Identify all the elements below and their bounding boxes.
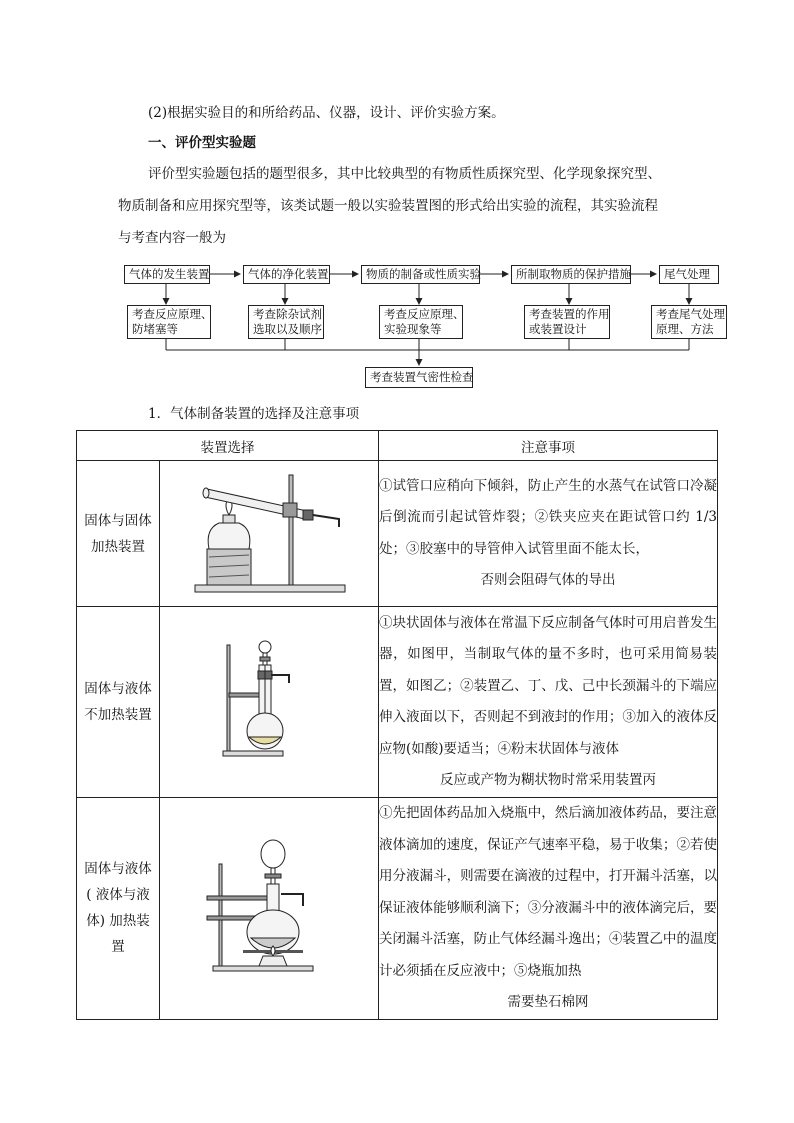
- row-label-line: 体) 加热装: [86, 913, 150, 930]
- flow-box-check-5-line-1: 考查尾气处理: [656, 307, 725, 321]
- notes-text: ①试管口应稍向下倾斜，防止产生的水蒸气在试管口冷凝后倒流而引起试管炸裂；②铁夹应夹在距试管口约 1/3 处；③胶塞中的导管伸入试管里面不能太长，: [379, 477, 717, 557]
- row-notes-liquid-heating: [379, 798, 718, 1020]
- flask-separatory-funnel-heating-illustration: [199, 836, 339, 976]
- flow-box-check-2: [248, 305, 324, 339]
- flask-funnel-illustration: [209, 635, 329, 765]
- intro-paragraph-2-line-2: 物质制备和应用探究型等，该类试题一般以实验装置图的形式给出实验的流程，其实验流程: [118, 198, 658, 214]
- row-label-line: 固体与固体: [84, 512, 152, 529]
- table-header-row: [77, 431, 718, 461]
- flow-box-check-3-line-2: 实验现象等: [384, 322, 442, 336]
- flow-box-check-3: [379, 305, 463, 339]
- header-apparatus: 装置选择: [77, 431, 379, 461]
- test-tube-heating-illustration: [179, 467, 359, 597]
- row-label-solid-solid: [77, 461, 160, 607]
- table-row: [77, 607, 718, 798]
- flow-box-check-2-line-1: 考查除杂试剂: [253, 307, 322, 321]
- table-row: [77, 461, 718, 607]
- flow-box-check-5-line-2: 原理、方法: [656, 322, 714, 336]
- row-label-line: 固体与液体: [84, 681, 152, 697]
- apparatus-image-solid-liquid: [160, 607, 379, 798]
- flow-box-check-1-line-2: 防堵塞等: [132, 322, 178, 336]
- flow-box-check-4: [524, 305, 610, 339]
- header-notes: 注意事项: [379, 431, 718, 461]
- apparatus-image-solid-heating: [160, 461, 379, 607]
- row-label-line: 固体与液体: [84, 861, 152, 878]
- flow-box-check-3-line-1: 考查反应原理、: [384, 307, 465, 321]
- flow-box-protection: 所制取物质的保护措施: [511, 265, 631, 284]
- flow-arrows: [0, 0, 794, 400]
- intro-paragraph-2-line-1: 评价型实验题包括的题型很多，其中比较典型的有物质性质探究型、化学现象探究型、: [148, 166, 661, 182]
- notes-text: ①块状固体与液体在常温下反应制备气体时可用启普发生器，如图甲，当制取气体的量不多时，也可采用简易装置，如图乙；②装置乙、丁、戊、己中长颈漏斗的下端应伸入液面以下，否则起不到液封的作用；③加入的液体反应物(如酸)要适当；④粉末状固体与液体: [379, 614, 717, 757]
- subsection-title: 1．气体制备装置的选择及注意事项: [148, 406, 360, 422]
- flow-box-preparation: 物质的制备或性质实验: [361, 265, 480, 284]
- row-label-line: ( 液体与液: [86, 887, 150, 904]
- flow-box-check-4-line-1: 考查装置的作用: [529, 307, 610, 321]
- row-label-solid-liquid: [77, 607, 160, 798]
- notes-last-line: 反应或产物为糊状物时常采用装置丙: [440, 772, 656, 788]
- row-notes-solid-solid: [379, 461, 718, 607]
- intro-paragraph-1: (2)根据实验目的和所给药品、仪器，设计、评价实验方案。: [148, 105, 505, 121]
- notes-last-line: 否则会阻碍气体的导出: [480, 572, 616, 588]
- intro-paragraph-2-line-3: 与考查内容一般为: [118, 230, 226, 246]
- row-label-line: 不加热装置: [84, 707, 152, 723]
- flow-box-check-4-line-2: 或装置设计: [529, 322, 587, 336]
- row-label-line: 加热装置: [91, 538, 145, 555]
- row-notes-solid-liquid: [379, 607, 718, 798]
- flow-box-tail-gas: 尾气处理: [659, 265, 719, 284]
- flow-box-airtightness: 考查装置气密性检查: [365, 367, 473, 388]
- flow-box-check-2-line-2: 选取以及顺序: [253, 322, 322, 336]
- flow-box-generation: 气体的发生装置: [124, 265, 210, 284]
- flow-box-check-5: [651, 305, 727, 339]
- section-heading: 一、评价型实验题: [148, 135, 256, 151]
- notes-last-line: 需要垫石棉网: [507, 994, 589, 1010]
- table-row: [77, 798, 718, 1020]
- row-label-solid-liquid-heating: [77, 798, 160, 1020]
- notes-text: ①先把固体药品加入烧瓶中，然后滴加液体药品，要注意液体滴加的速度，保证产气速率平稳，易于收集；②若使用分液漏斗，则需要在滴液的过程中，打开漏斗活塞，以保证液体能够顺利滴下；③分液漏斗中的液体滴完后，要关闭漏斗活塞，防止气体经漏斗逸出；④装置乙中的温度计必须插在反应液中；⑤烧瓶加热: [379, 805, 717, 979]
- apparatus-image-liquid-heating: [160, 798, 379, 1020]
- flow-box-purification: 气体的净化装置: [243, 265, 330, 284]
- apparatus-table: [76, 430, 718, 1020]
- flow-box-check-1-line-1: 考查反应原理、: [132, 307, 213, 321]
- flow-box-check-1: [127, 305, 211, 339]
- row-label-line: 置: [111, 939, 125, 956]
